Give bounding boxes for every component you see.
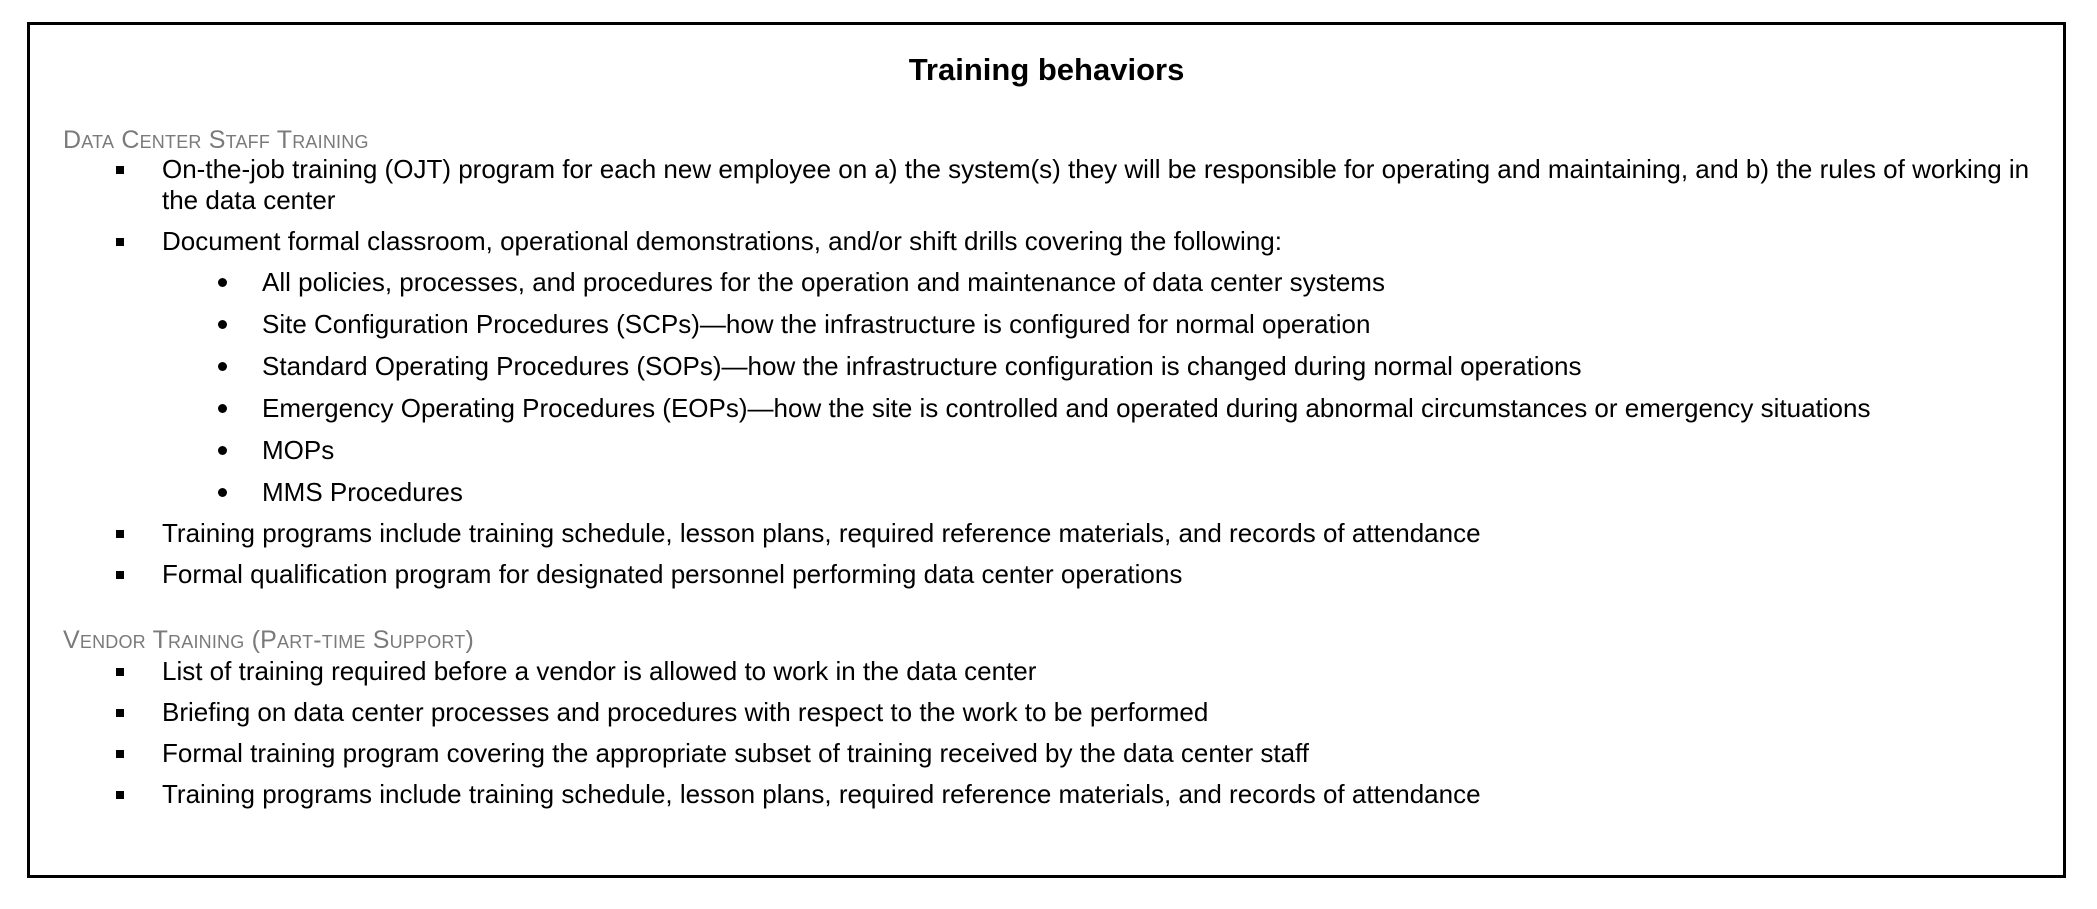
list-item-text: Document formal classroom, operational demonstrations, and/or shift drills covering the following: <box>162 226 1282 256</box>
square-bullet-icon <box>116 238 124 246</box>
document-title: Training behaviors <box>908 52 1185 87</box>
list-item <box>30 226 2063 508</box>
document-frame <box>27 22 2066 878</box>
sublist-item-text: All policies, processes, and procedures for the operation and maintenance of data center systems <box>262 267 1385 297</box>
list-item <box>30 738 2063 769</box>
sublist-item-text: MOPs <box>262 435 335 465</box>
square-bullet-icon <box>116 668 124 676</box>
sublist-item-text: Standard Operating Procedures (SOPs)—how the infrastructure configuration is changed during normal operations <box>262 351 1582 381</box>
square-bullet-icon <box>116 750 124 758</box>
staff-training-list <box>30 154 2063 590</box>
sublist-item <box>30 267 2035 298</box>
round-bullet-icon <box>218 278 227 287</box>
round-bullet-icon <box>218 362 227 371</box>
square-bullet-icon <box>116 530 124 538</box>
square-bullet-icon <box>116 166 124 174</box>
round-bullet-icon <box>218 488 227 497</box>
list-item <box>30 656 2063 687</box>
section-heading-staff-training: Data Center Staff Training <box>63 126 369 154</box>
sublist-item <box>30 309 2035 340</box>
section-heading-vendor-training: Vendor Training (Part-time Support) <box>63 626 475 654</box>
sublist-item-text: MMS Procedures <box>262 477 463 507</box>
training-coverage-sublist <box>162 267 2035 508</box>
round-bullet-icon <box>218 404 227 413</box>
sublist-item <box>30 351 2035 382</box>
square-bullet-icon <box>116 571 124 579</box>
list-item-text: Training programs include training schedule, lesson plans, required reference materials, and records of attendance <box>162 779 1481 809</box>
sublist-item-text: Emergency Operating Procedures (EOPs)—how the site is controlled and operated during abnormal circumstances or emergency situations <box>262 393 1871 423</box>
list-item <box>30 559 2063 590</box>
list-item-text: Formal qualification program for designated personnel performing data center operations <box>162 559 1183 589</box>
list-item <box>30 697 2063 728</box>
sublist-item <box>30 477 2035 508</box>
square-bullet-icon <box>116 709 124 717</box>
sublist-item-text: Site Configuration Procedures (SCPs)—how the infrastructure is configured for normal operation <box>262 309 1371 339</box>
list-item <box>30 779 2063 810</box>
list-item-text: Training programs include training schedule, lesson plans, required reference materials, and records of attendance <box>162 518 1481 548</box>
sublist-item <box>30 435 2035 466</box>
round-bullet-icon <box>218 320 227 329</box>
vendor-training-list <box>30 656 2063 810</box>
list-item-text: List of training required before a vendor is allowed to work in the data center <box>162 656 1037 686</box>
list-item <box>30 154 2063 216</box>
list-item-text: Briefing on data center processes and procedures with respect to the work to be performed <box>162 697 1209 727</box>
round-bullet-icon <box>218 446 227 455</box>
sublist-item <box>30 393 2035 424</box>
square-bullet-icon <box>116 791 124 799</box>
list-item-text: Formal training program covering the appropriate subset of training received by the data center staff <box>162 738 1310 768</box>
list-item-text: On-the-job training (OJT) program for each new employee on a) the system(s) they will be responsible for operating and maintaining, and b) the rules of working in the data center <box>162 154 2030 215</box>
list-item <box>30 518 2063 549</box>
